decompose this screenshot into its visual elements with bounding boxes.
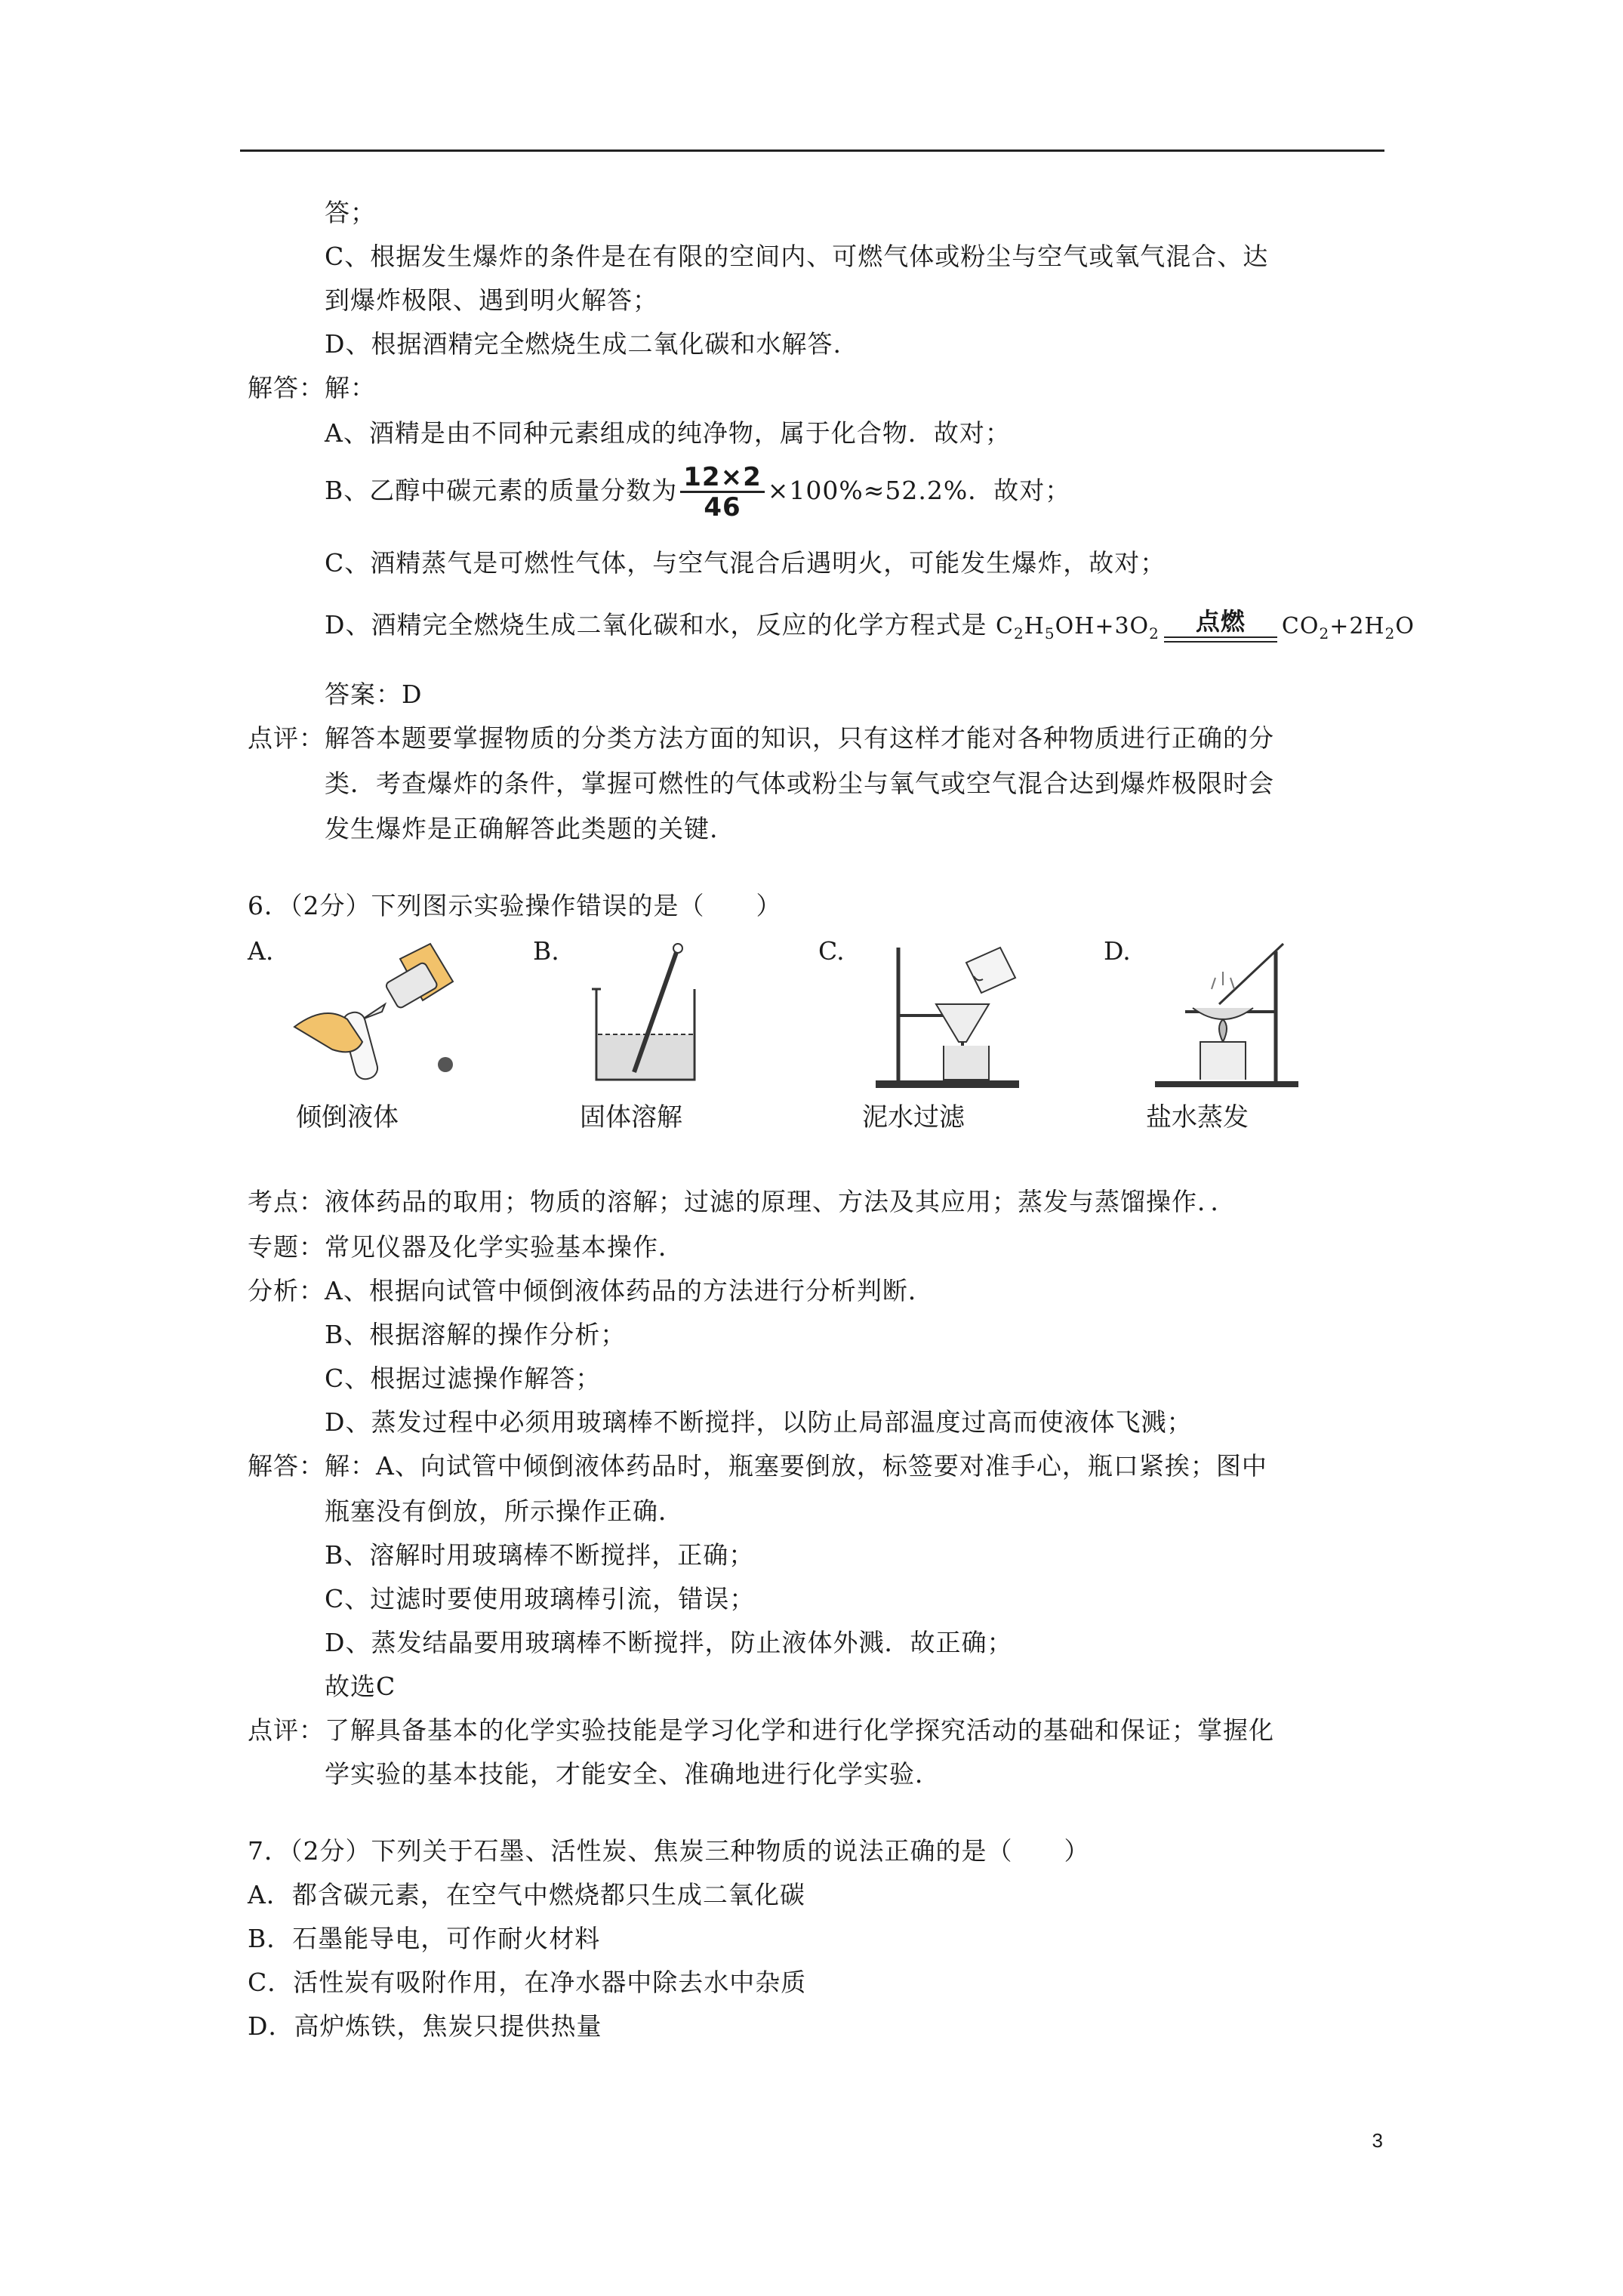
sol-b-pre: B、乙醇中碳元素的质量分数为 — [325, 476, 678, 505]
q6-kaodian: 考点：液体药品的取用；物质的溶解；过滤的原理、方法及其应用；蒸发与蒸馏操作．． — [248, 1187, 1236, 1216]
q6-option-c-letter: C. — [818, 936, 845, 966]
dissolving-solid-icon — [581, 936, 717, 1087]
q6-stem: 6．（2分）下列图示实验操作错误的是（ ） — [248, 891, 782, 920]
q5-comment-label: 点评： — [248, 723, 325, 753]
q5-analysis-line: 答； — [325, 198, 376, 227]
q5-sol-a: A、酒精是由不同种元素组成的纯净物，属于化合物．故对； — [325, 418, 1011, 448]
sol-d-pre: D、酒精完全燃烧生成二氧化碳和水，反应的化学方程式是 — [325, 610, 987, 639]
q7-option: B．石墨能导电，可作耐火材料 — [248, 1924, 601, 1953]
fraction-numerator: 12×2 — [680, 464, 764, 493]
q6-option-a-caption: 倾倒液体 — [296, 1102, 399, 1133]
equation-right: $CO_2+2H_2O$ — [1281, 613, 1415, 643]
q6-analysis-line: D、蒸发过程中必须用玻璃棒不断搅拌，以防止局部温度过高而使液体飞溅； — [325, 1407, 1193, 1437]
q6-solution-line: B、溶解时用玻璃棒不断搅拌，正确； — [325, 1540, 755, 1570]
q6-solution-line: D、蒸发结晶要用玻璃棒不断搅拌，防止液体外溅．故正确； — [325, 1628, 1013, 1657]
q6-solution-line: 瓶塞没有倒放，所示操作正确． — [325, 1496, 684, 1526]
q6-solution-line: 故选C — [325, 1672, 396, 1701]
q5-comment-line: 发生爆炸是正确解答此类题的关键. — [325, 814, 719, 843]
solution-intro: 解： — [325, 373, 376, 402]
q5-answer: 答案：D — [325, 680, 423, 709]
pouring-liquid-icon — [287, 936, 460, 1087]
filtration-icon — [853, 932, 1027, 1091]
evaporation-icon — [1140, 936, 1306, 1087]
q5-analysis-line: C、根据发生爆炸的条件是在有限的空间内、可燃气体或粉尘与空气或氧气混合、达 — [325, 242, 1269, 271]
q6-comment-line: 学实验的基本技能，才能安全、准确地进行化学实验． — [325, 1759, 941, 1789]
q5-sol-c: C、酒精蒸气是可燃性气体，与空气混合后遇明火，可能发生爆炸，故对； — [325, 548, 1166, 578]
fraction-denominator: 46 — [704, 492, 741, 522]
q7-option: D．高炉炼铁，焦炭只提供热量 — [248, 2011, 602, 2041]
solution-label: 解答： — [248, 373, 325, 402]
q6-solution-line: 解答：解：A、向试管中倾倒液体药品时，瓶塞要倒放，标签要对准手心，瓶口紧挨；图中 — [248, 1451, 1267, 1481]
q5-sol-d — [325, 607, 1415, 649]
q6-analysis-line: 分析：A、根据向试管中倾倒液体药品的方法进行分析判断． — [248, 1276, 934, 1305]
reaction-condition: 点燃 — [1195, 607, 1246, 636]
q5-comment-line: 类．考查爆炸的条件，掌握可燃性的气体或粉尘与氧气或空气混合达到爆炸极限时会 — [325, 769, 1274, 798]
sol-b-post: ×100%≈52.2%．故对； — [767, 476, 1071, 505]
q6-analysis-line: C、根据过滤操作解答； — [325, 1364, 602, 1393]
q6-solution-line: C、过滤时要使用玻璃棒引流，错误； — [325, 1584, 756, 1613]
q6-option-b-caption: 固体溶解 — [580, 1102, 682, 1133]
q6-option-b-letter: B. — [533, 936, 559, 966]
mass-fraction — [680, 461, 764, 522]
q6-option-d-caption: 盐水蒸发 — [1146, 1102, 1249, 1133]
q6-comment-line: 点评：了解具备基本的化学实验技能是学习化学和进行化学探究活动的基础和保证；掌握化 — [248, 1715, 1274, 1745]
q7-stem: 7．（2分）下列关于石墨、活性炭、焦炭三种物质的说法正确的是（ ） — [248, 1836, 1090, 1866]
q6-zhuanti: 专题：常见仪器及化学实验基本操作． — [248, 1232, 684, 1262]
q6-option-a-letter: A. — [248, 936, 274, 966]
header-rule — [240, 149, 1384, 152]
page-number: 3 — [1372, 2129, 1383, 2152]
q7-option: A．都含碳元素，在空气中燃烧都只生成二氧化碳 — [248, 1880, 805, 1909]
q5-analysis-line: D、根据酒精完全燃烧生成二氧化碳和水解答. — [325, 329, 842, 359]
equation-left: $C_2H_5OH+3O_2$ — [995, 613, 1160, 643]
q5-solution — [248, 373, 376, 403]
q7-option: C．活性炭有吸附作用，在净水器中除去水中杂质 — [248, 1968, 807, 1997]
reaction-arrow — [1164, 607, 1277, 649]
q6-analysis-line: B、根据溶解的操作分析； — [325, 1320, 627, 1349]
q6-option-d-letter: D. — [1104, 936, 1131, 966]
q5-comment-line: 解答本题要掌握物质的分类方法方面的知识，只有这样才能对各种物质进行正确的分 — [325, 723, 1274, 753]
q5-sol-b — [325, 461, 1070, 522]
q5-analysis-line: 到爆炸极限、遇到明火解答； — [325, 285, 658, 315]
q6-option-c-caption: 泥水过滤 — [862, 1102, 965, 1133]
